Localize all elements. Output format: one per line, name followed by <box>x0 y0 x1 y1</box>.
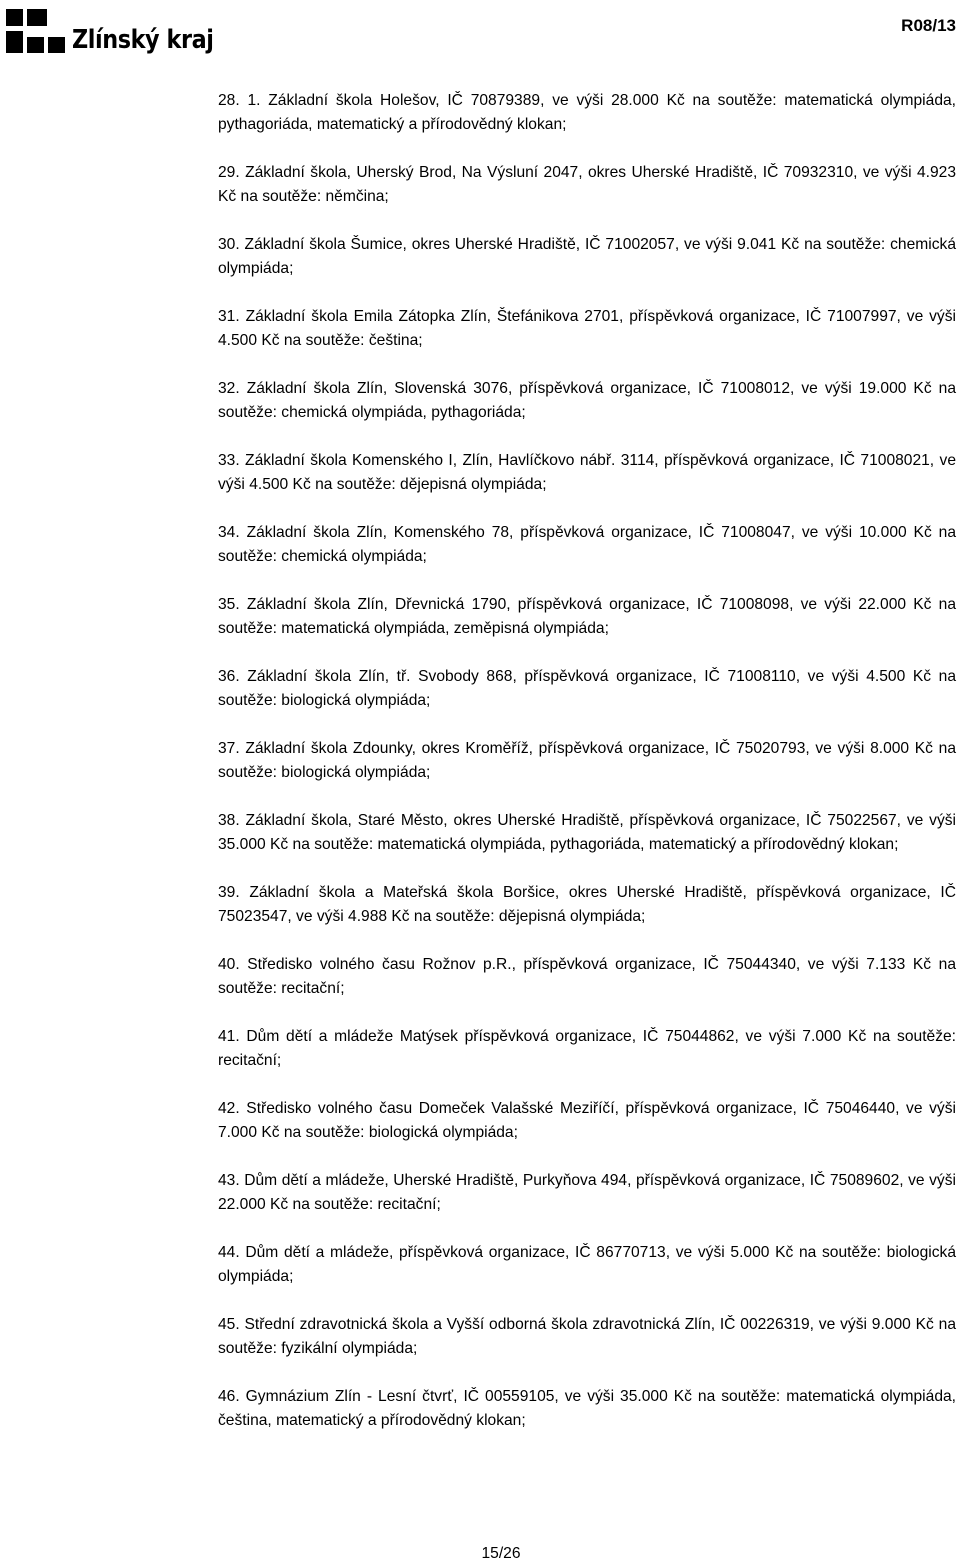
list-item: 32. Základní škola Zlín, Slovenská 3076, příspěvková organizace, IČ 71008012, ve výši 19.000 Kč na soutěže: chemická olympiáda, pythagoriáda; <box>218 380 956 421</box>
list-item: 43. Dům dětí a mládeže, Uherské Hradiště, Purkyňova 494, příspěvková organizace, IČ 75089602, ve výši 22.000 Kč na soutěže: recitační; <box>218 1172 956 1213</box>
list-item: 44. Dům dětí a mládeže, příspěvková organizace, IČ 86770713, ve výši 5.000 Kč na soutěže: biologická olympiáda; <box>218 1244 956 1285</box>
list-item: 28. 1. Základní škola Holešov, IČ 70879389, ve výši 28.000 Kč na soutěže: matematická olympiáda, pythagoriáda, matematický a přírodovědný klokan; <box>218 92 956 133</box>
document-code: R08/13 <box>901 16 956 35</box>
list-item: 39. Základní škola a Mateřská škola Boršice, okres Uherské Hradiště, příspěvková organizace, IČ 75023547, ve výši 4.988 Kč na soutěže: dějepisná olympiáda; <box>218 884 956 925</box>
zlinsky-kraj-logo <box>6 7 237 53</box>
list-item: 41. Dům dětí a mládeže Matýsek příspěvková organizace, IČ 75044862, ve výši 7.000 Kč na soutěže: recitační; <box>218 1028 956 1069</box>
document-body <box>218 89 956 1457</box>
list-item: 40. Středisko volného času Rožnov p.R., příspěvková organizace, IČ 75044340, ve výši 7.133 Kč na soutěže: recitační; <box>218 956 956 997</box>
logo-text: Zlínský kraj <box>72 25 214 55</box>
list-item: 42. Středisko volného času Domeček Valašské Meziříčí, příspěvková organizace, IČ 75046440, ve výši 7.000 Kč na soutěže: biologická olympiáda; <box>218 1100 956 1141</box>
list-item: 29. Základní škola, Uherský Brod, Na Výsluní 2047, okres Uherské Hradiště, IČ 70932310, ve výši 4.923 Kč na soutěže: němčina; <box>218 164 956 205</box>
list-item: 36. Základní škola Zlín, tř. Svobody 868, příspěvková organizace, IČ 71008110, ve výši 4.500 Kč na soutěže: biologická olympiáda; <box>218 668 956 709</box>
list-item: 35. Základní škola Zlín, Dřevnická 1790, příspěvková organizace, IČ 71008098, ve výši 22.000 Kč na soutěže: matematická olympiáda, zeměpisná olympiáda; <box>218 596 956 637</box>
list-item: 45. Střední zdravotnická škola a Vyšší odborná škola zdravotnická Zlín, IČ 00226319, ve výši 9.000 Kč na soutěže: fyzikální olympiáda; <box>218 1316 956 1357</box>
list-item: 34. Základní škola Zlín, Komenského 78, příspěvková organizace, IČ 71008047, ve výši 10.000 Kč na soutěže: chemická olympiáda; <box>218 524 956 565</box>
list-item: 31. Základní škola Emila Zátopka Zlín, Štefánikova 2701, příspěvková organizace, IČ 71007997, ve výši 4.500 Kč na soutěže: čeština; <box>218 308 956 349</box>
list-item: 38. Základní škola, Staré Město, okres Uherské Hradiště, příspěvková organizace, IČ 75022567, ve výši 35.000 Kč na soutěže: matematická olympiáda, pythagoriáda, matematický a přírodovědný klokan; <box>218 812 956 853</box>
list-item: 30. Základní škola Šumice, okres Uherské Hradiště, IČ 71002057, ve výši 9.041 Kč na soutěže: chemická olympiáda; <box>218 236 956 277</box>
list-item: 37. Základní škola Zdounky, okres Kroměříž, příspěvková organizace, IČ 75020793, ve výši 8.000 Kč na soutěže: biologická olympiáda; <box>218 740 956 781</box>
page-header <box>0 0 960 60</box>
list-item: 46. Gymnázium Zlín - Lesní čtvrť, IČ 00559105, ve výši 35.000 Kč na soutěže: matematická olympiáda, čeština, matematický a přírodovědný klokan; <box>218 1388 956 1429</box>
logo-squares-icon <box>6 9 66 53</box>
page-number: 15/26 <box>481 1545 521 1562</box>
list-item: 33. Základní škola Komenského I, Zlín, Havlíčkovo nábř. 3114, příspěvková organizace, IČ 71008021, ve výši 4.500 Kč na soutěže: dějepisná olympiáda; <box>218 452 956 493</box>
